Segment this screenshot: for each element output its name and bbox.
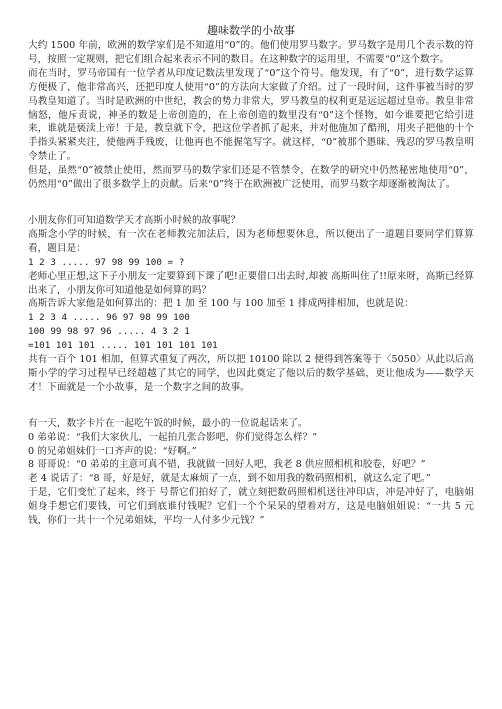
paragraph: 高斯念小学的时候，有一次在老师教完加法后，因为老师想要休息，所以便出了一道题目要同学们算算看，题目是： <box>28 228 474 254</box>
equation-line: 100 99 98 97 96 ..... 4 3 2 1 <box>28 326 190 338</box>
paragraph: 0 的兄弟姐妹们一口齐声的说：“好啊。” <box>28 445 197 457</box>
equation-line: =101 101 101 ..... 101 101 101 101 <box>28 340 218 352</box>
story-digits-section <box>28 417 474 528</box>
equation-line: 1 2 3 4 ..... 96 97 98 99 100 <box>28 312 190 324</box>
document-title: 趣味数学的小故事 <box>207 24 295 37</box>
paragraph: 共有一百个 101 相加，但算式重复了两次，所以把 10100 除以 2 便得到答案等于〈5050〉从此以后高斯小学的学习过程早已经超越了其它的同学，也因此奠定了他以后的数学基础，更让他成为——数学天才！下面就是一个小故事，是一个数字之间的故事。 <box>28 354 474 393</box>
paragraph: 8 哥哥说：“0 弟弟的主意可真不错，我就做一回好人吧，我老 8 供应照相机和胶卷，好吧？” <box>28 459 426 471</box>
paragraph: 但是，虽然“0”被禁止使用，然而罗马的数学家们还是不管禁令，在数学的研究中仍然秘密地使用“0”，仍然用“0”做出了很多数学上的贡献。后来“0”终于在欧洲被广泛使用，而罗马数字却逐渐被淘汰了。 <box>28 165 474 191</box>
paragraph: 0 弟弟说：“我们大家伙儿，一起拍几张合影吧，你们觉得怎么样？” <box>28 431 318 443</box>
paragraph: 老 4 说话了：“8 哥，好是好，就是太麻烦了一点，到不如用我的数码照相机，就这么定了吧。” <box>28 473 431 485</box>
story-gauss-section <box>28 214 474 395</box>
paragraph: 而在当时，罗马帝国有一位学者从印度记数法里发现了“0”这个符号。他发现，有了“0”，进行数学运算方便极了，他非常高兴，还把印度人使用“0”的方法向大家做了介绍。过了一段时间，这件事被当时的罗马教皇知道了。当时是欧洲的中世纪，教会的势力非常大，罗马教皇的权利更是远远超过皇帝。教皇非常恼怒，他斥责说，神圣的数是上帝创造的，在上帝创造的数里没有“0”这个怪物，如今谁要把它给引进来，谁就是亵渎上帝！于是，教皇就下令，把这位学者抓了起来，并对他施加了酷刑，用夹子把他的十个手指头紧紧夹注，使他两手残废，让他再也不能握笔写字。就这样，“0”被那个愚昧、残忍的罗马教皇明令禁止了。 <box>28 67 474 163</box>
paragraph: 小朋友你们可知道数学天才高斯小时候的故事呢？ <box>28 214 241 226</box>
paragraph: 老师心里正想,这下子小朋友一定要算到下课了吧!正要借口出去时,却被 高斯叫住了!!原来呀，高斯已经算出来了，小朋友你可知道他是如何算的吗？ <box>28 270 474 296</box>
story-zero-section <box>28 39 474 192</box>
paragraph: 高斯告诉大家他是如何算出的：把 1 加 至 100 与 100 加至 1 排成两排相加，也就是说： <box>28 298 414 310</box>
paragraph: 大约 1500 年前，欧洲的数学家们是不知道用“0”的。他们使用罗马数字。罗马数字是用几个表示数的符号，按照一定规则，把它们组合起来表示不同的数目。在这种数字的运用里，不需要“0”这个数字。 <box>28 40 474 65</box>
equation-line: 1 2 3 ..... 97 98 99 100 = ? <box>28 256 185 268</box>
paragraph: 有一天，数字卡片在一起吃午饭的时候，最小的一位说起话来了。 <box>28 417 308 429</box>
paragraph: 于是，它们变忙了起来，终于 号帮它们拍好了，就立刻把数码照相机送往冲印店，冲是冲好了，电脑姐姐身手想它们要钱，可它们到底谁付钱呢？它们一个个呆呆的望着对方，这是电脑姐姐说：“一共 5 元钱，你们一共十一个兄弟姐妹，平均一人付多少元钱？” <box>28 487 474 527</box>
